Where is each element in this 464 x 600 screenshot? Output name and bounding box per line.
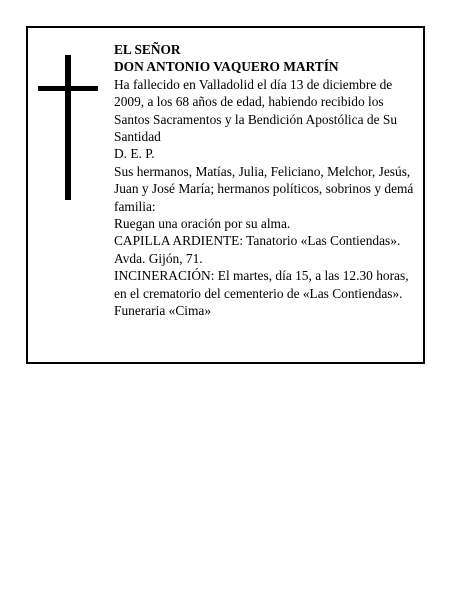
obituary-notice (26, 26, 425, 364)
cross-icon (38, 55, 98, 200)
cremation-info: INCINERACIÓN: El martes, día 15, a las 12.30 horas, en el crematorio del cementerio de «Las Contiendas». (114, 268, 409, 301)
death-announcement: Ha fallecido en Valladolid el día 13 de diciembre de 2009, a los 68 años de edad, habiendo recibido los Santos Sacramentos y la Bendición Apostólica de Su Santidad (114, 76, 398, 145)
chapel-info: CAPILLA ARDIENTE: Tanatorio «Las Contiendas». Avda. Gijón, 71. (114, 233, 401, 266)
cross-horizontal-bar (38, 86, 98, 91)
deceased-name: DON ANTONIO VAQUERO MARTÍN (114, 59, 339, 75)
notice-body (114, 41, 414, 320)
family-text: Sus hermanos, Matías, Julia, Feliciano, Melchor, Jesús, Juan y José María; hermanos políticos, sobrinos y demá familia: (114, 163, 414, 214)
funeral-home: Funeraria «Cima» (114, 303, 212, 319)
notice-title-line1: EL SEÑOR (114, 42, 181, 57)
rip-text: D. E. P. (114, 146, 155, 162)
cross-vertical-bar (65, 55, 71, 200)
prayer-request: Ruegan una oración por su alma. (114, 216, 291, 232)
